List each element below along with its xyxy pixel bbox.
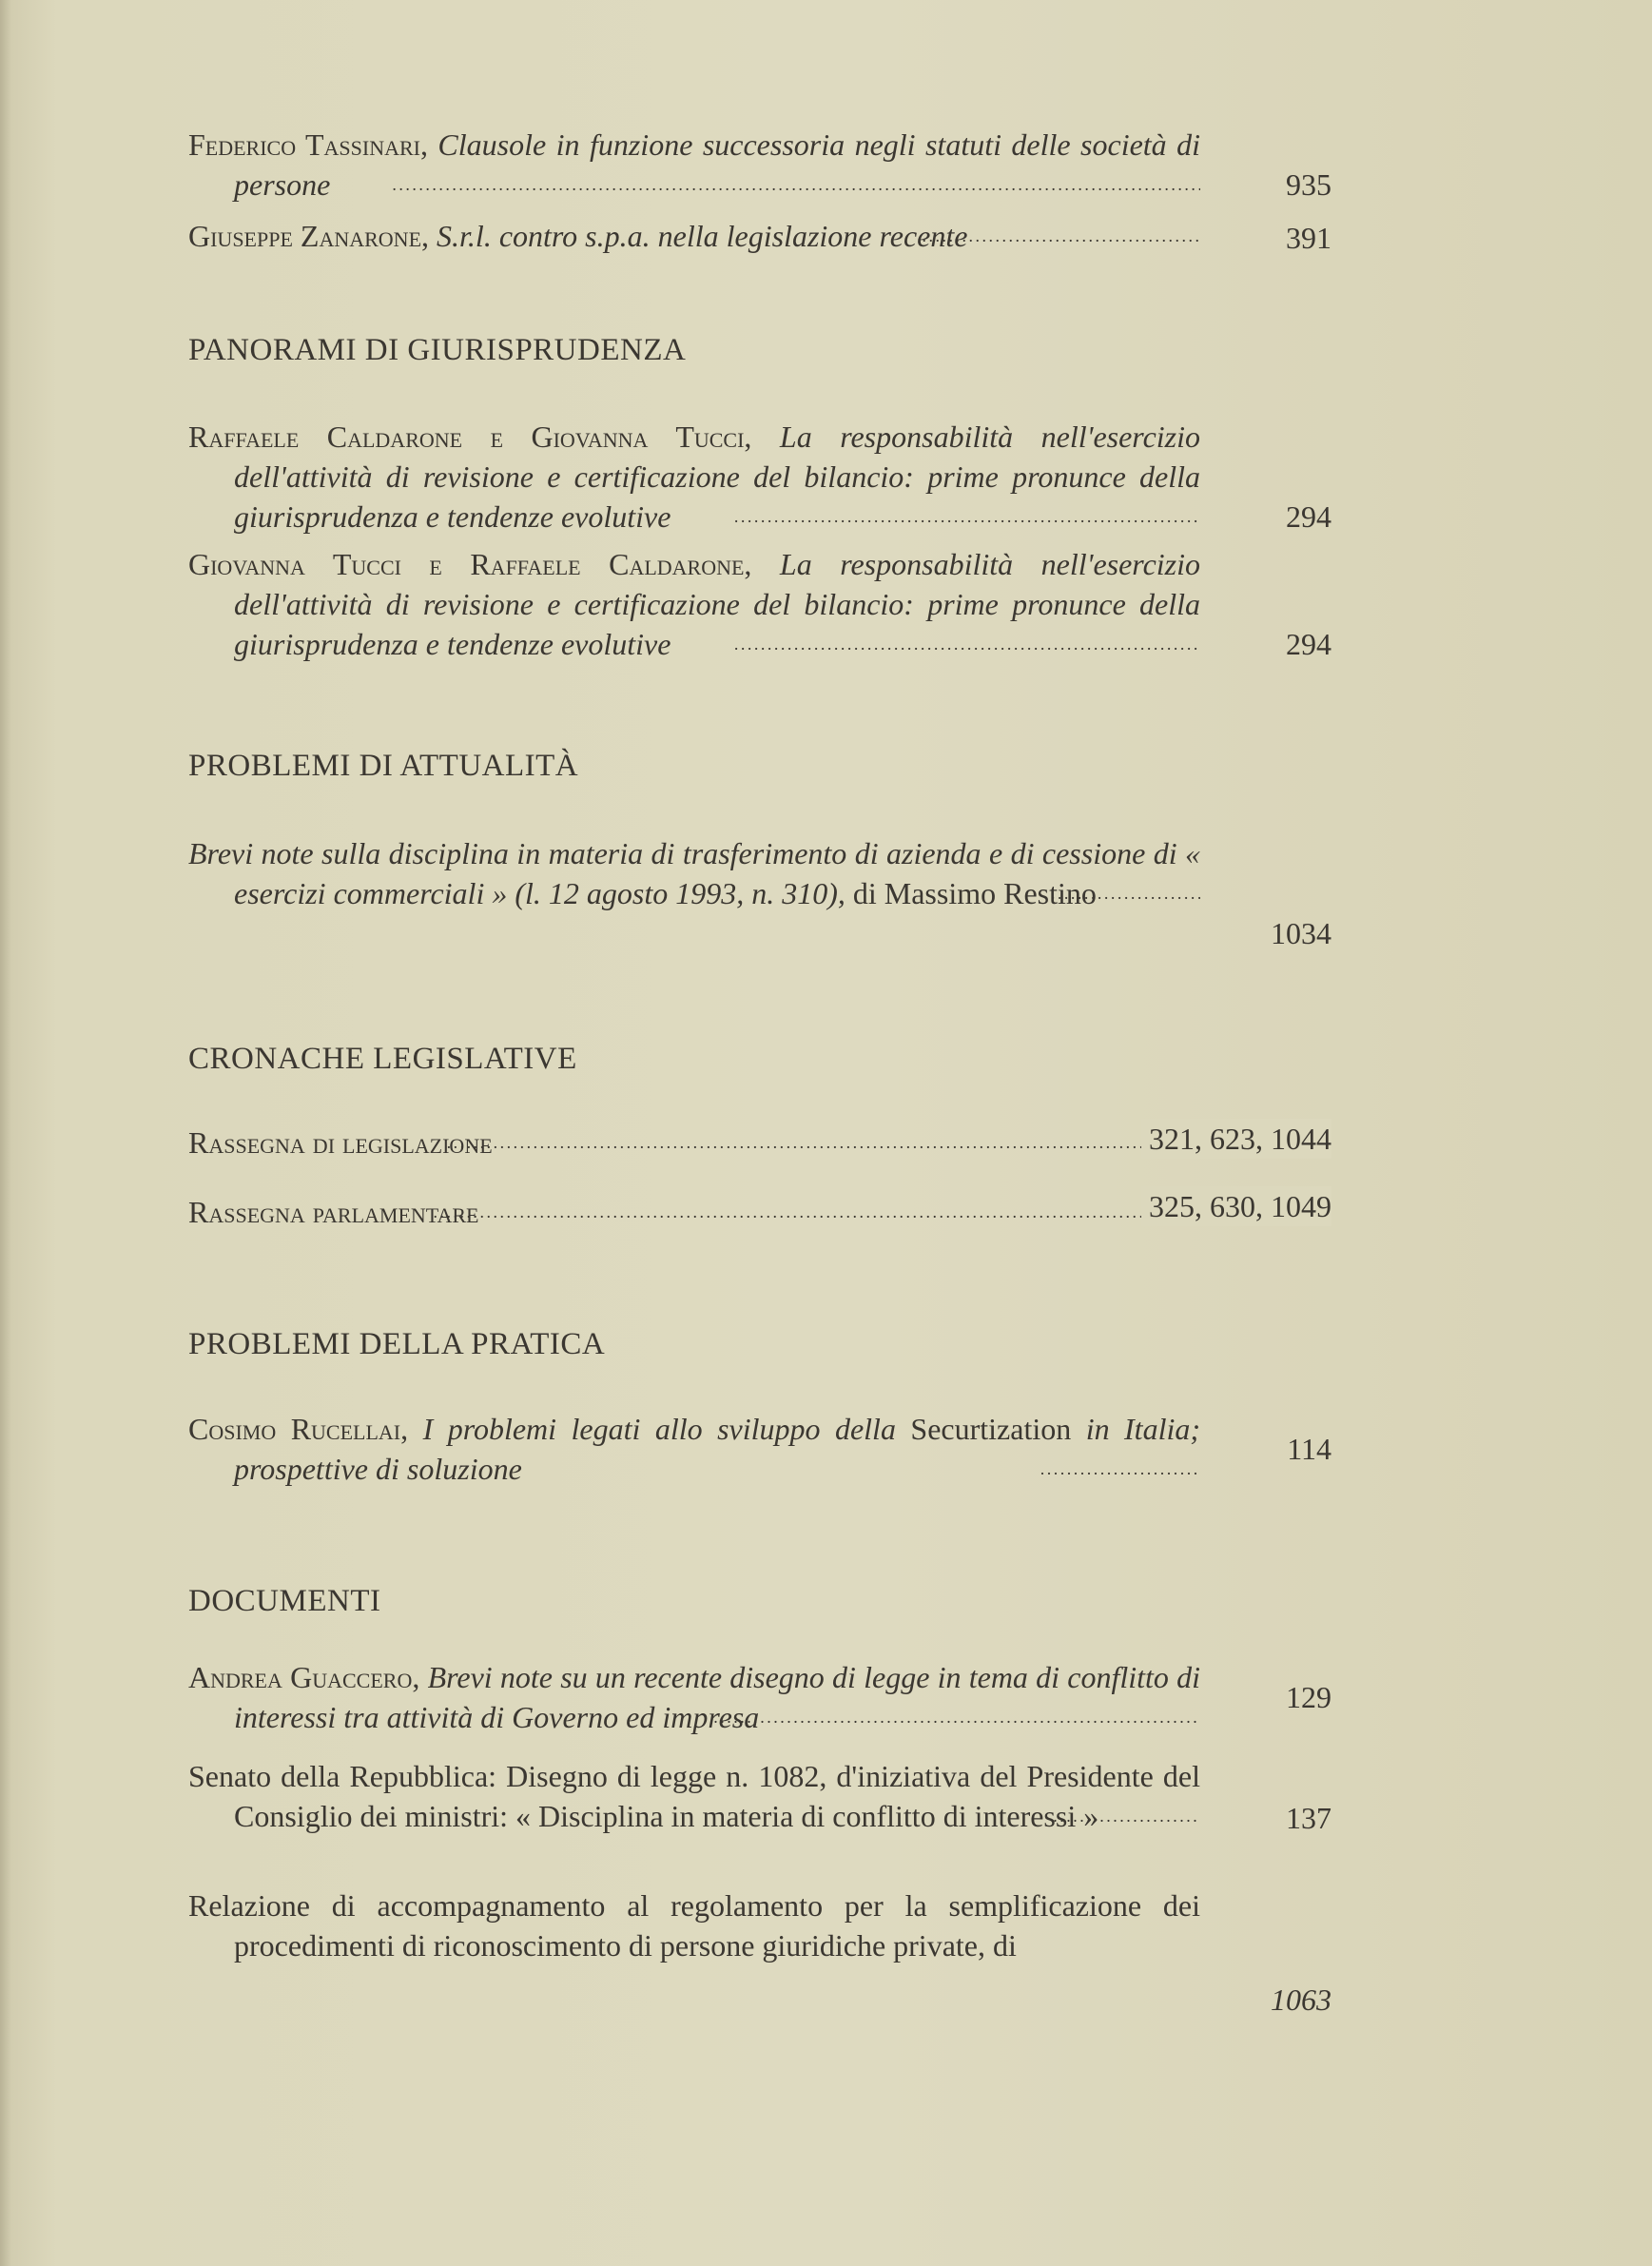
section-heading: PROBLEMI DI ATTUALITÀ xyxy=(188,749,579,783)
entry-title: Senato della Repubblica: Disegno di legge n. 1082, d'iniziativa del Presidente del Consiglio dei ministri: « Disciplina in materia di conflitto di interessi » . . . xyxy=(188,1759,1200,1833)
section-heading: PANORAMI DI GIURISPRUDENZA xyxy=(188,333,687,367)
page-number: 935 xyxy=(1286,167,1331,202)
toc-entry-rassegna-parlamentare xyxy=(188,1192,1301,1232)
entry-title: Brevi note sulla disciplina in materia di trasferimento di azienda e di cessione di « esercizi commerciali » (l. 12 agosto 1993, n. 310), xyxy=(188,836,1200,910)
toc-entry-rucellai xyxy=(188,1409,1200,1489)
entry-title: I problemi legati allo sviluppo della xyxy=(422,1412,896,1446)
toc-entry-tucci xyxy=(188,544,1200,664)
toc-entry-restino xyxy=(188,833,1200,913)
page-number: 294 xyxy=(1286,499,1331,534)
page-number: 325, 630, 1049 xyxy=(1141,1186,1331,1226)
entry-label: Rassegna parlamentare . . . xyxy=(188,1195,478,1229)
toc-entry-senato xyxy=(188,1756,1200,1836)
entry-author: Federico Tassinari, xyxy=(188,127,428,162)
toc-entry-rassegna-legislazione xyxy=(188,1123,1301,1162)
entry-label: Rassegna di legislazione . . . xyxy=(188,1125,493,1160)
page-folio: 1063 xyxy=(1271,1983,1331,2017)
page-number: 129 xyxy=(1286,1680,1331,1714)
entry-title: Relazione di accompagnamento al regolamento per la semplificazione dei procedimenti di riconoscimento di persone giuridiche private, di xyxy=(188,1888,1200,1963)
page-number: 321, 623, 1044 xyxy=(1141,1119,1331,1159)
entry-author: Giuseppe Zanarone, xyxy=(188,219,430,253)
entry-title: S.r.l. contro s.p.a. nella legislazione recente . . . xyxy=(437,219,967,253)
entry-title: in Italia; prospettive di soluzione . . . xyxy=(234,1412,1200,1486)
toc-entry-tassinari xyxy=(188,125,1200,205)
page-number: 1034 xyxy=(1271,916,1331,950)
toc-entry-guaccero xyxy=(188,1657,1200,1737)
entry-author: Cosimo Rucellai, xyxy=(188,1412,409,1446)
toc-entry-caldarone xyxy=(188,417,1200,537)
page-number: 391 xyxy=(1286,221,1331,255)
entry-title: Brevi note su un recente disegno di legge in tema di conflitto di interessi tra attività di Governo ed impresa . . . xyxy=(234,1660,1200,1734)
entry-author: Raffaele Caldarone e Giovanna Tucci, xyxy=(188,420,752,454)
section-heading: PROBLEMI DELLA PRATICA xyxy=(188,1327,606,1361)
section-heading: DOCUMENTI xyxy=(188,1584,381,1618)
entry-title: Clausole in funzione successoria negli statuti delle società di persone . . . xyxy=(234,127,1200,202)
page-number: 137 xyxy=(1286,1801,1331,1835)
page-number: 114 xyxy=(1287,1432,1331,1466)
entry-title: La responsabilità nell'esercizio dell'attività di revisione e certificazione del bilancio: prime pronunce della giurisprudenza e tendenze evolutive . . . xyxy=(234,420,1200,534)
entry-title: La responsabilità nell'esercizio dell'attività di revisione e certificazione del bilancio: prime pronunce della giurisprudenza e tendenze evolutive . . . xyxy=(234,547,1200,661)
entry-title-roman: Securtization xyxy=(910,1412,1072,1446)
toc-entry-zanarone xyxy=(188,216,1200,256)
entry-author: di Massimo Restino . . . xyxy=(853,876,1097,910)
toc-entry-relazione xyxy=(188,1885,1200,1965)
entry-author: Giovanna Tucci e Raffaele Caldarone, xyxy=(188,547,752,581)
entry-author: Andrea Guaccero, xyxy=(188,1660,420,1694)
section-heading: CRONACHE LEGISLATIVE xyxy=(188,1042,577,1076)
page-number: 294 xyxy=(1286,627,1331,661)
